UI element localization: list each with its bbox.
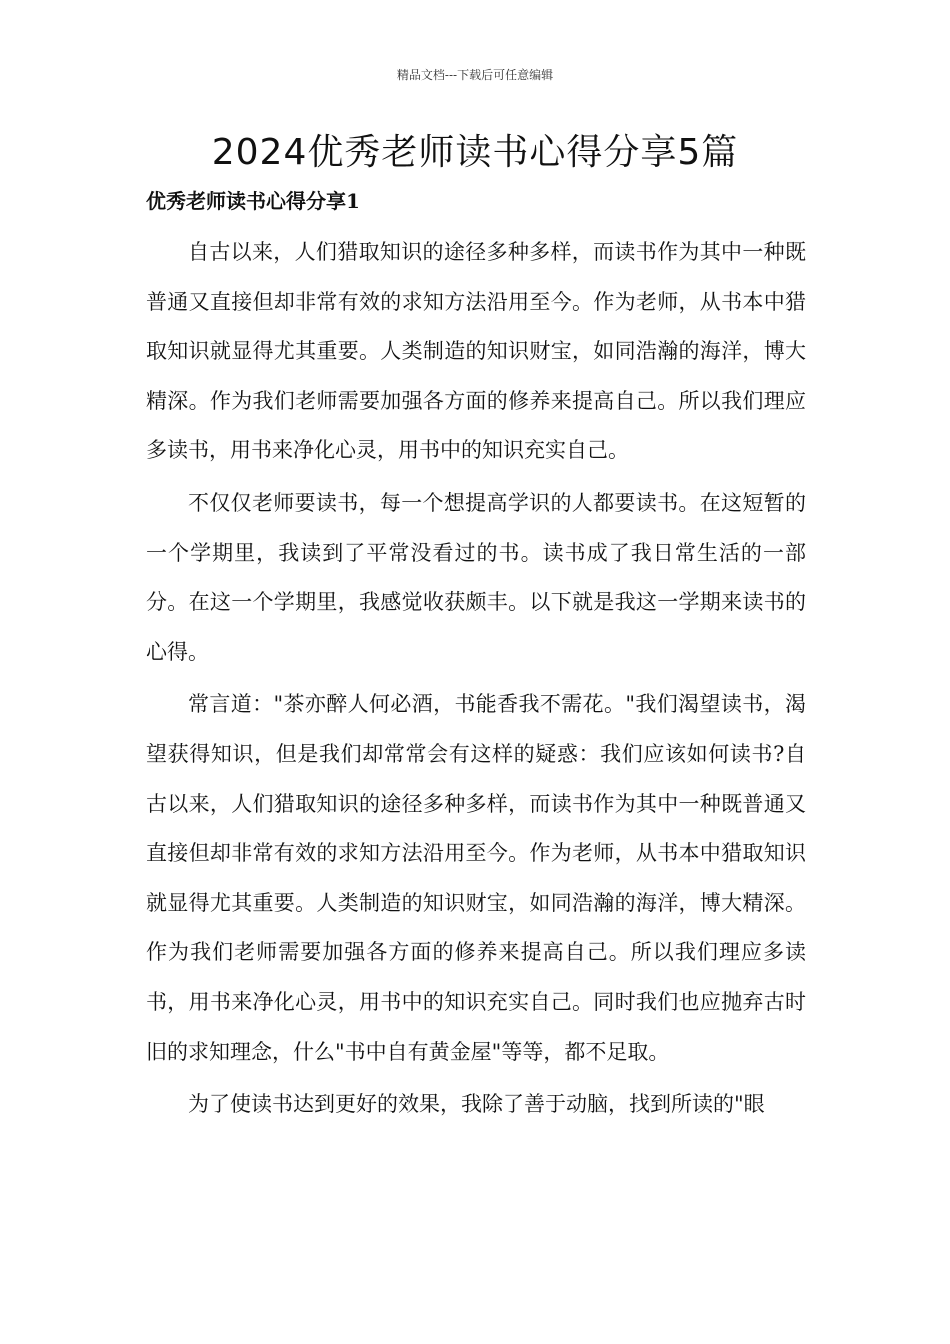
body-text: [146, 228, 806, 1133]
paragraph-4: 为了使读书达到更好的效果，我除了善于动脑，找到所读的"眼: [188, 1092, 765, 1117]
paragraph-3: 常言道："茶亦醉人何必酒，书能香我不需花。"我们渴望读书，渴望获得知识，但是我们却常常会有这样的疑惑：我们应该如何读书?自古以来，人们猎取知识的途径多种多样，而读书作为其中一种既普通又直接但却非常有效的求知方法沿用至今。作为老师，从书本中猎取知识就显得尤其重要。人类制造的知识财宝，如同浩瀚的海洋，博大精深。作为我们老师需要加强各方面的修养来提高自己。所以我们理应多读书，用书来净化心灵，用书中的知识充实自己。同时我们也应抛弃古时旧的求知理念，什么"书中自有黄金屋"等等，都不足取。: [146, 692, 806, 1064]
document-title: 2024优秀老师读书心得分享5篇: [211, 132, 739, 173]
paragraph-2: 不仅仅老师要读书，每一个想提高学识的人都要读书。在这短暂的一个学期里，我读到了平常没看过的书。读书成了我日常生活的一部分。在这一个学期里，我感觉收获颇丰。以下就是我这一学期来读书的心得。: [146, 490, 806, 664]
header-note: 精品文档---下载后可任意编辑: [396, 68, 554, 82]
section-heading: 优秀老师读书心得分享1: [146, 189, 360, 213]
paragraph-1: 自古以来，人们猎取知识的途径多种多样，而读书作为其中一种既普通又直接但却非常有效的求知方法沿用至今。作为老师，从书本中猎取知识就显得尤其重要。人类制造的知识财宝，如同浩瀚的海洋，博大精深。作为我们老师需要加强各方面的修养来提高自己。所以我们理应多读书，用书来净化心灵，用书中的知识充实自己。: [146, 240, 806, 463]
